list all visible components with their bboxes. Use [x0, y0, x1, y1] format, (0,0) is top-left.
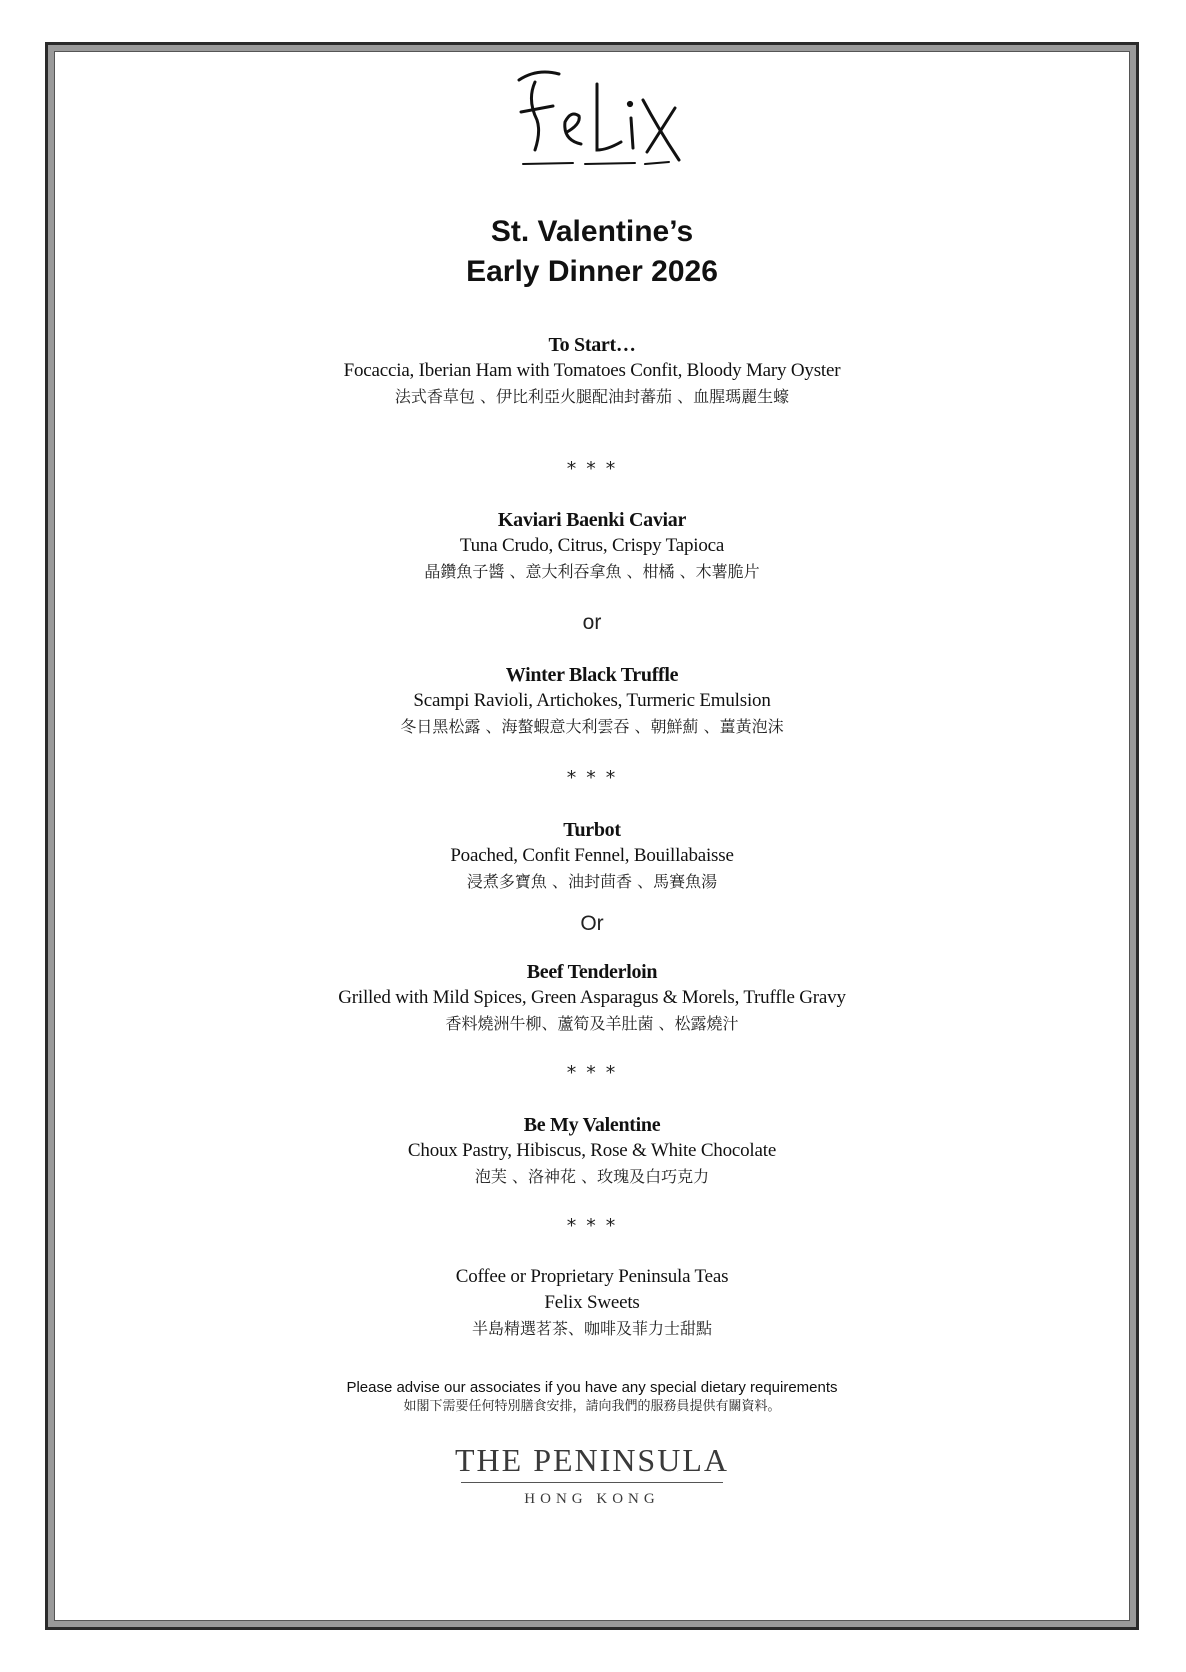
- course-name: To Start…: [548, 334, 636, 356]
- dietary-notice-chinese: 如閣下需要任何特別膳食安排，請向我們的服務員提供有關資料。: [403, 1399, 781, 1414]
- course-description: Scampi Ravioli, Artichokes, Turmeric Emulsion: [413, 690, 771, 711]
- course-name: Beef Tenderloin: [526, 961, 658, 983]
- brand-city: HONG KONG: [524, 1491, 660, 1507]
- course-winter-truffle: [55, 662, 1129, 740]
- brand-rule: [461, 1482, 723, 1483]
- course-description: Poached, Confit Fennel, Bouillabaisse: [450, 845, 734, 866]
- or-label: or: [582, 611, 602, 634]
- peninsula-logo: [55, 1442, 1129, 1508]
- course-be-my-valentine: [55, 1112, 1129, 1190]
- brand-name: THE PENINSULA: [455, 1442, 729, 1478]
- course-line-1: Coffee or Proprietary Peninsula Teas: [455, 1266, 729, 1287]
- separator: * * *: [566, 458, 618, 480]
- course-coffee-tea: [55, 1264, 1129, 1342]
- course-description: Grilled with Mild Spices, Green Asparagus & Morels, Truffle Gravy: [338, 987, 846, 1008]
- course-caviar: [55, 507, 1129, 585]
- course-beef-tenderloin: [55, 959, 1129, 1037]
- course-chinese: 冬日黑松露 、海螯蝦意大利雲吞 、朝鮮薊 、薑黃泡沫: [400, 717, 784, 736]
- course-name: Turbot: [563, 819, 621, 841]
- felix-logo-mark: [497, 60, 687, 175]
- course-chinese: 晶鑽魚子醬 、意大利吞拿魚 、柑橘 、木薯脆片: [424, 562, 760, 581]
- course-chinese: 香料燒洲牛柳、蘆筍及羊肚菌 、松露燒汁: [445, 1014, 739, 1033]
- course-chinese: 半島精選茗茶、咖啡及菲力士甜點: [471, 1319, 712, 1338]
- course-turbot: [55, 817, 1129, 895]
- course-line-2: Felix Sweets: [544, 1292, 640, 1313]
- dietary-notice: [55, 1378, 1129, 1416]
- title-line-1: St. Valentine’s: [490, 215, 694, 248]
- course-to-start: [55, 332, 1129, 410]
- course-name: Winter Black Truffle: [505, 664, 679, 686]
- course-name: Be My Valentine: [523, 1114, 661, 1136]
- menu-frame: [45, 42, 1139, 1630]
- separator: * * *: [566, 767, 618, 789]
- course-description: Tuna Crudo, Citrus, Crispy Tapioca: [459, 535, 725, 556]
- course-description: Choux Pastry, Hibiscus, Rose & White Chocolate: [407, 1140, 777, 1161]
- separator: * * *: [566, 1062, 618, 1084]
- dietary-notice-english: Please advise our associates if you have any special dietary requirements: [346, 1379, 838, 1396]
- menu-page: [54, 51, 1130, 1621]
- menu-title: [55, 212, 1129, 292]
- separator: * * *: [566, 1215, 618, 1237]
- course-chinese: 法式香草包 、伊比利亞火腿配油封蕃茄 、血腥瑪麗生蠔: [394, 387, 790, 406]
- felix-logo: [55, 60, 1129, 175]
- course-chinese: 泡芙 、洛神花 、玫瑰及白巧克力: [474, 1167, 710, 1186]
- title-line-2: Early Dinner 2026: [466, 255, 718, 288]
- course-chinese: 浸煮多寶魚 、油封茴香 、馬賽魚湯: [466, 872, 718, 891]
- or-label: Or: [580, 912, 604, 935]
- course-name: Kaviari Baenki Caviar: [497, 509, 687, 531]
- course-description: Focaccia, Iberian Ham with Tomatoes Confit, Bloody Mary Oyster: [343, 360, 841, 381]
